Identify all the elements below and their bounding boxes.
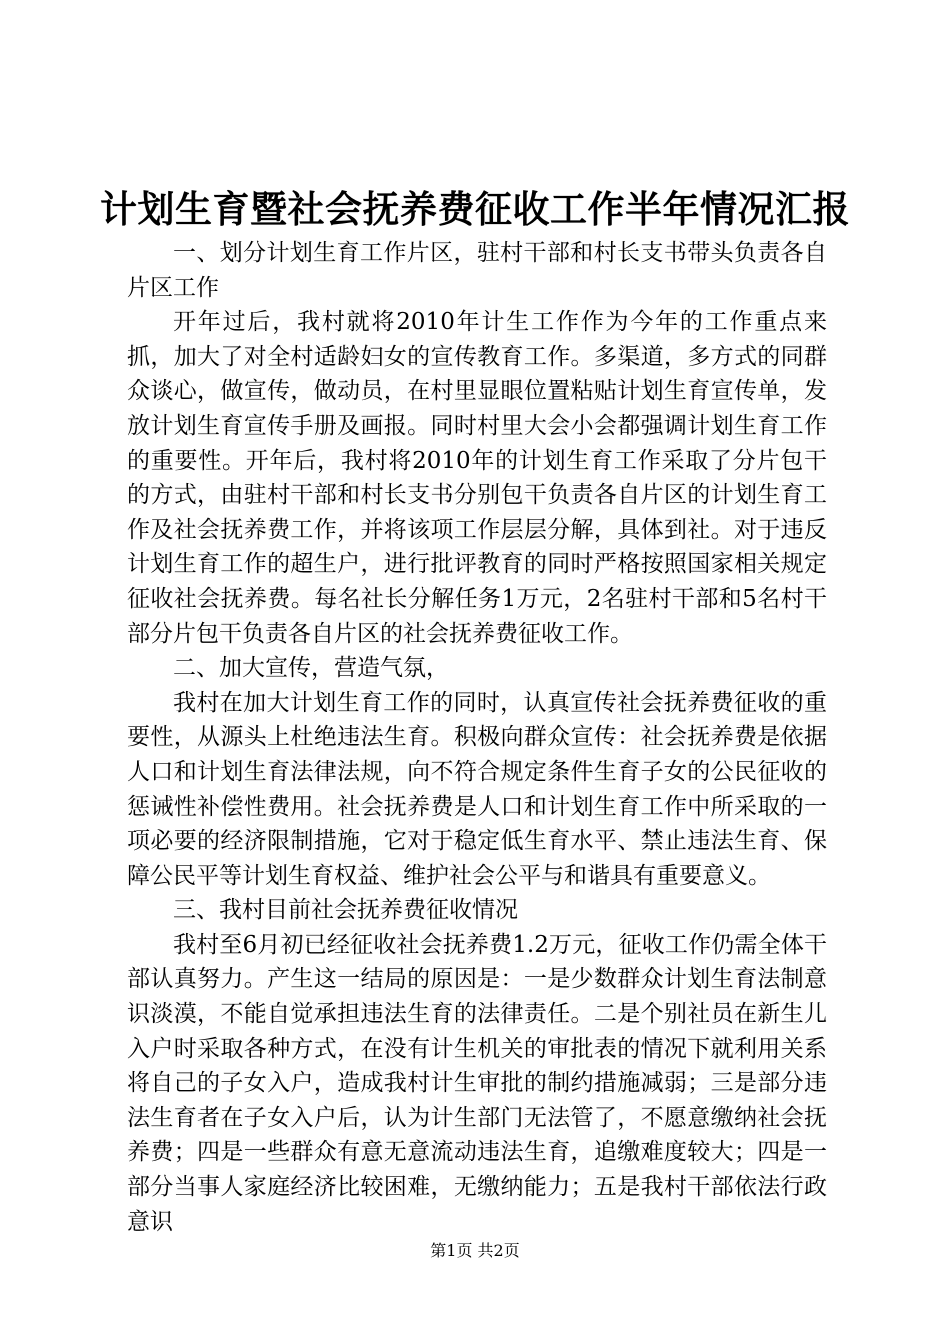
document-body: [127, 236, 827, 1239]
page-footer: 第1页 共2页: [430, 1241, 520, 1260]
body-paragraph-2: 我村在加大计划生育工作的同时，认真宣传社会抚养费征收的重要性，从源头上杜绝违法生育。积极向群众宣传：社会抚养费是依据人口和计划生育法律法规，向不符合规定条件生育子女的公民征收的惩诫性补偿性费用。社会抚养费是人口和计划生育工作中所采取的一项必要的经济限制措施，它对于稳定低生育水平、禁止违法生育、保障公民平等计划生育权益、维护社会公平与和谐具有重要意义。: [127, 689, 827, 889]
document-title: 计划生育暨社会抚养费征收工作半年情况汇报: [100, 187, 850, 231]
section-heading-2: 二、加大宣传，营造气氛，: [173, 655, 449, 682]
section-heading-3: 三、我村目前社会抚养费征收情况: [173, 897, 518, 924]
body-paragraph-1: 开年过后，我村就将2010年计生工作作为今年的工作重点来抓，加大了对全村适龄妇女的宣传教育工作。多渠道，多方式的同群众谈心，做宣传，做动员，在村里显眼位置粘贴计划生育宣传单，发放计划生育宣传手册及画报。同时村里大会小会都强调计划生育工作的重要性。开年后，我村将2010年的计划生育工作采取了分片包干的方式，由驻村干部和村长支书分别包干负责各自片区的计划生育工作及社会抚养费工作，并将该项工作层层分解，具体到社。对于违反计划生育工作的超生户，进行批评教育的同时严格按照国家相关规定征收社会抚养费。每名社长分解任务1万元，2名驻村干部和5名村干部分片包干负责各自片区的社会抚养费征收工作。: [127, 309, 827, 647]
body-paragraph-3: 我村至6月初已经征收社会抚养费1.2万元，征收工作仍需全体干部认真努力。产生这一结局的原因是：一是少数群众计划生育法制意识淡漠，不能自觉承担违法生育的法律责任。二是个别社员在新生儿入户时采取各种方式，在没有计生机关的审批表的情况下就利用关系将自己的子女入户，造成我村计生审批的制约措施减弱；三是部分违法生育者在子女入户后，认为计生部门无法管了，不愿意缴纳社会抚养费；四是一些群众有意无意流动违法生育，追缴难度较大；四是一部分当事人家庭经济比较困难，无缴纳能力；五是我村干部依法行政意识: [127, 931, 827, 1235]
section-heading-1: 一、划分计划生育工作片区，驻村干部和村长支书带头负责各自片区工作: [127, 240, 827, 301]
